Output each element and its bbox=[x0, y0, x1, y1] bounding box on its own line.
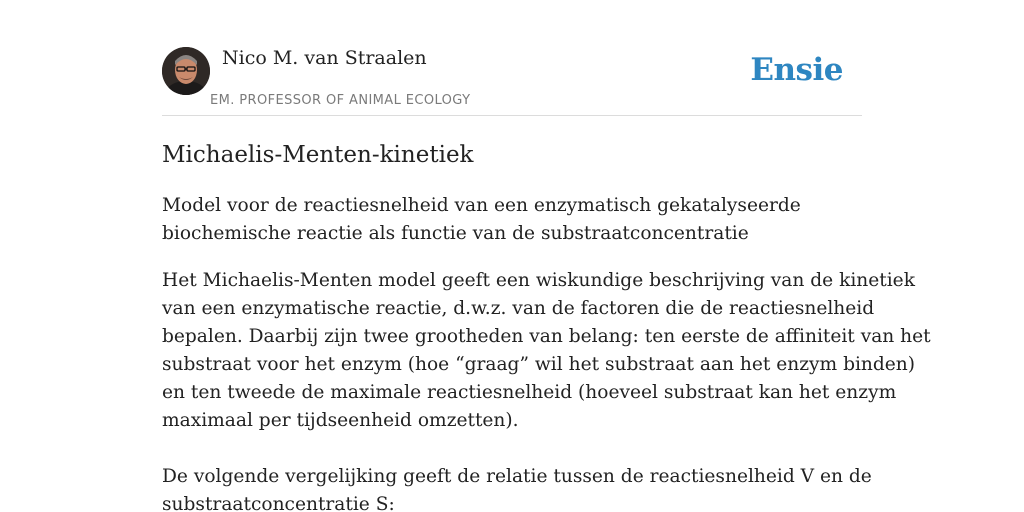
paragraph-line: Het Michaelis-Menten model geeft een wiskundige beschrijving van de kinetiek bbox=[162, 270, 915, 291]
paragraph-line: en ten tweede de maximale reactiesnelheid (hoeveel substraat kan het enzym bbox=[162, 382, 897, 403]
article-paragraph bbox=[162, 463, 872, 512]
article-title: Michaelis-Menten-kinetiek bbox=[162, 142, 474, 168]
author-name[interactable]: Nico M. van Straalen bbox=[222, 47, 427, 69]
article-paragraph bbox=[162, 267, 931, 435]
paragraph-line: substraat voor het enzym (hoe “graag” wil het substraat aan het enzym binden) bbox=[162, 354, 916, 375]
author-portrait-icon bbox=[162, 47, 210, 95]
paragraph-line: bepalen. Daarbij zijn twee grootheden van belang: ten eerste de affiniteit van het bbox=[162, 326, 931, 347]
paragraph-line: De volgende vergelijking geeft de relatie tussen de reactiesnelheid V en de bbox=[162, 466, 872, 487]
article-page bbox=[162, 0, 931, 512]
author-role: EM. PROFESSOR OF ANIMAL ECOLOGY bbox=[210, 93, 471, 108]
author-header bbox=[162, 0, 862, 116]
paragraph-line: maximaal per tijdseenheid omzetten). bbox=[162, 410, 519, 431]
paragraph-line: substraatconcentratie S: bbox=[162, 494, 395, 512]
lead-line: Model voor de reactiesnelheid van een enzymatisch gekatalyseerde bbox=[162, 195, 801, 216]
paragraph-line: van een enzymatische reactie, d.w.z. van de factoren die de reactiesnelheid bbox=[162, 298, 875, 319]
brand-logo[interactable]: Ensie bbox=[750, 52, 843, 88]
article-lead bbox=[162, 192, 862, 248]
lead-line: biochemische reactie als functie van de substraatconcentratie bbox=[162, 223, 749, 244]
avatar[interactable] bbox=[162, 47, 210, 95]
